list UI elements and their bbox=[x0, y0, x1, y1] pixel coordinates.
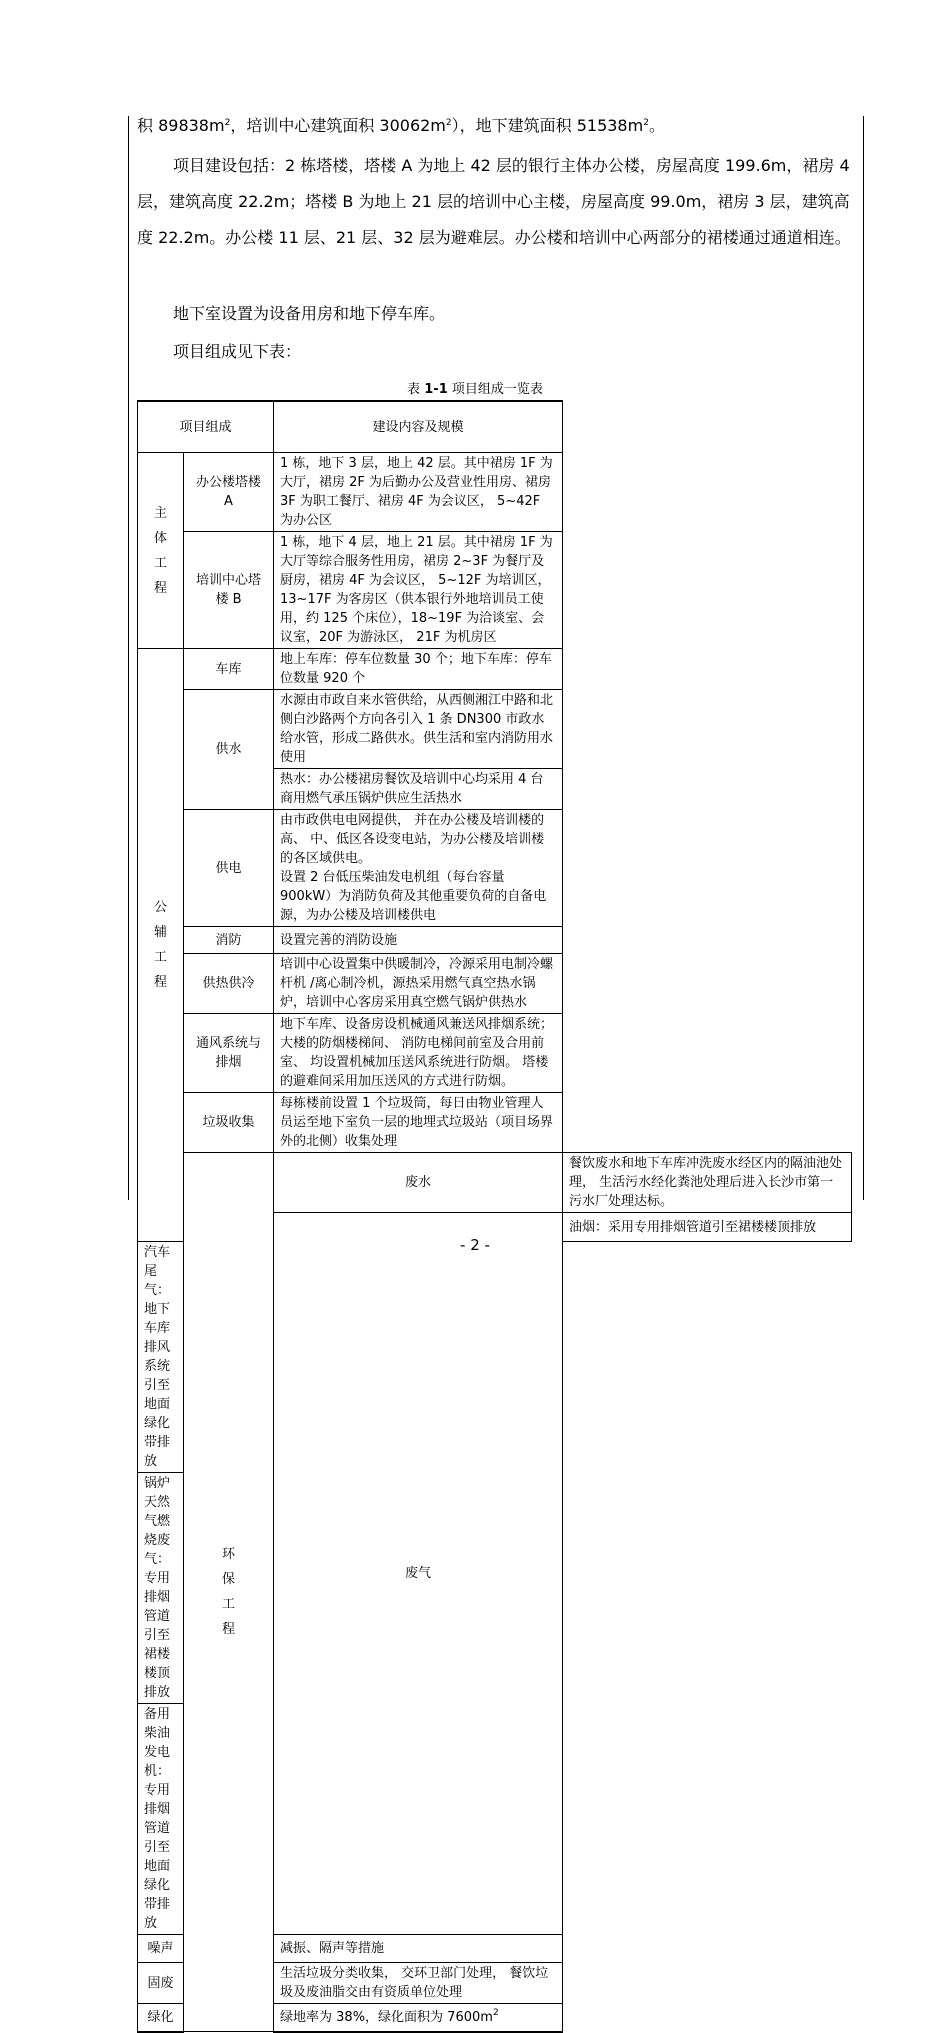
desc-ventilation: 地下车库、设备房设机械通风兼送风排烟系统； 大楼的防烟楼梯间、 消防电梯间前室及合用前室、 均设置机械加压送风系统进行防烟。 塔楼的避难间采用加压送风的方式进行防烟。 bbox=[274, 1014, 563, 1093]
table-caption: 表 1-1 项目组成一览表 bbox=[407, 382, 543, 397]
desc-garbage: 每栋楼前设置 1 个垃圾筒，每日由物业管理人员运至地下室负一层的地埋式垃圾站（项目场界外的北侧）收集处理 bbox=[274, 1093, 563, 1153]
table-row bbox=[138, 649, 852, 690]
desc-vehicle-exhaust: 汽车尾气：地下车库排风系统引至地面绿化带排放 bbox=[138, 1242, 184, 1473]
sub-ventilation: 通风系统与排烟 bbox=[184, 1014, 274, 1093]
desc-office-tower-a: 1 栋，地下 3 层，地上 42 层。其中裙房 1F 为大厅，裙房 2F 为后勤办公及营业性用房、裙房 3F 为职工餐厅、裙房 4F 为会议区， 5~42F 为办公区 bbox=[274, 453, 563, 532]
intro-para-basement: 地下室设置为设备用房和地下停车库。 bbox=[173, 304, 446, 323]
project-composition-table bbox=[137, 400, 852, 2033]
desc-greening: 绿地率为 38%，绿化面积为 $7600m^2$ bbox=[274, 2004, 563, 2032]
table-header-row bbox=[138, 401, 852, 453]
sub-power-supply: 供电 bbox=[184, 810, 274, 927]
intro-line1: 积 $89838m^2$，培训中心建筑面积 $30062m^2$），地下建筑面积 $51538m^2$。 bbox=[137, 116, 665, 135]
sub-garbage: 垃圾收集 bbox=[184, 1093, 274, 1153]
intro-para-project: 项目建设包括：2 栋塔楼，塔楼 A 为地上 42 层的银行主体办公楼，房屋高度 199.6m，裙房 4 层，建筑高度 22.2m；塔楼 B 为地上 21 层的培训中心主楼，房屋高度 99.0m，裙房 3 层，建筑高度 22.2m。办公楼 11 层、21 层、32 层为避难层。办公楼和培训中心两部分的裙楼通过通道相连。 bbox=[137, 156, 851, 247]
category-environmental: 环 保 工 程 bbox=[184, 1153, 274, 2032]
desc-training-tower-b: 1 栋，地下 4 层，地上 21 层。其中裙房 1F 为大厅等综合服务性用房，裙房 2~3F 为餐厅及厨房，裙房 4F 为会议区， 5~12F 为培训区， 13~17F 为客房区（供本银行外地培训员工使用，约 125 个床位），18~19F 为洽谈室、会议室，20F 为游泳区， 21F 为机房区 bbox=[274, 532, 563, 649]
table-row bbox=[138, 532, 852, 649]
sub-fire-protection: 消防 bbox=[184, 927, 274, 954]
table-row bbox=[138, 690, 852, 769]
table-row bbox=[138, 954, 852, 1014]
table-row bbox=[138, 1153, 852, 1213]
sub-solid-waste: 固废 bbox=[138, 1963, 184, 2004]
desc-heating-cooling: 培训中心设置集中供暖制冷，冷源采用电制冷螺杆机 /离心制冷机，源热采用燃气真空热水锅炉，培训中心客房采用真空燃气锅炉供热水 bbox=[274, 954, 563, 1014]
desc-noise: 减振、隔声等措施 bbox=[274, 1935, 563, 1963]
table-row bbox=[138, 1093, 852, 1153]
desc-garage: 地上车库：停车位数量 30 个；地下车库：停车位数量 920 个 bbox=[274, 649, 563, 690]
desc-cooking-fume: 油烟：采用专用排烟管道引至裙楼楼顶排放 bbox=[563, 1213, 852, 1242]
table-row bbox=[138, 1014, 852, 1093]
desc-water-supply: 水源由市政自来水管供给，从西侧湘江中路和北侧白沙路两个方向各引入 1 条 DN300 市政水给水管，形成二路供水。供生活和室内消防用水使用 bbox=[274, 690, 563, 769]
category-auxiliary: 公 辅 工 程 bbox=[138, 649, 184, 1242]
sub-training-tower-b: 培训中心塔楼 B bbox=[184, 532, 274, 649]
sub-noise: 噪声 bbox=[138, 1935, 184, 1963]
sub-office-tower-a: 办公楼塔楼 A bbox=[184, 453, 274, 532]
desc-power-supply: 由市政供电电网提供， 并在办公楼及培训楼的高、 中、低区各设变电站，为办公楼及培训楼的各区域供电。 设置 2 台低压柴油发电机组（每台容量 900kW）为消防负荷及其他重要负荷的自备电源，为办公楼及培训楼供电 bbox=[274, 810, 563, 927]
desc-fire-protection: 设置完善的消防设施 bbox=[274, 927, 563, 954]
desc-boiler-gas: 锅炉天然气燃烧废气：专用排烟管道引至裙楼楼顶排放 bbox=[138, 1473, 184, 1704]
category-main: 主 体 工 程 bbox=[138, 453, 184, 649]
desc-wastewater: 餐饮废水和地下车库冲洗废水经区内的隔油池处理， 生活污水经化粪池处理后进入长沙市第一污水厂处理达标。 bbox=[563, 1153, 852, 1213]
intro-para-table-ref: 项目组成见下表： bbox=[173, 342, 302, 361]
desc-solid-waste: 生活垃圾分类收集， 交环卫部门处理， 餐饮垃圾及废油脂交由有资质单位处理 bbox=[274, 1963, 563, 2004]
table-row bbox=[138, 810, 852, 927]
table-row bbox=[138, 453, 852, 532]
sub-waste-gas: 废气 bbox=[274, 1213, 563, 1935]
sub-greening: 绿化 bbox=[138, 2004, 184, 2032]
sub-water-supply: 供水 bbox=[184, 690, 274, 810]
desc-diesel-generator: 备用柴油发电机：专用排烟管道引至地面绿化带排放 bbox=[138, 1704, 184, 1935]
header-project-composition: 项目组成 bbox=[138, 401, 274, 453]
sub-wastewater: 废水 bbox=[274, 1153, 563, 1213]
table-row bbox=[138, 927, 852, 954]
sub-garage: 车库 bbox=[184, 649, 274, 690]
desc-hot-water: 热水：办公楼裙房餐饮及培训中心均采用 4 台商用燃气承压锅炉供应生活热水 bbox=[274, 769, 563, 810]
page-number: - 2 - bbox=[460, 1236, 490, 1254]
sub-heating-cooling: 供热供冷 bbox=[184, 954, 274, 1014]
header-construction-scale: 建设内容及规模 bbox=[274, 401, 563, 453]
